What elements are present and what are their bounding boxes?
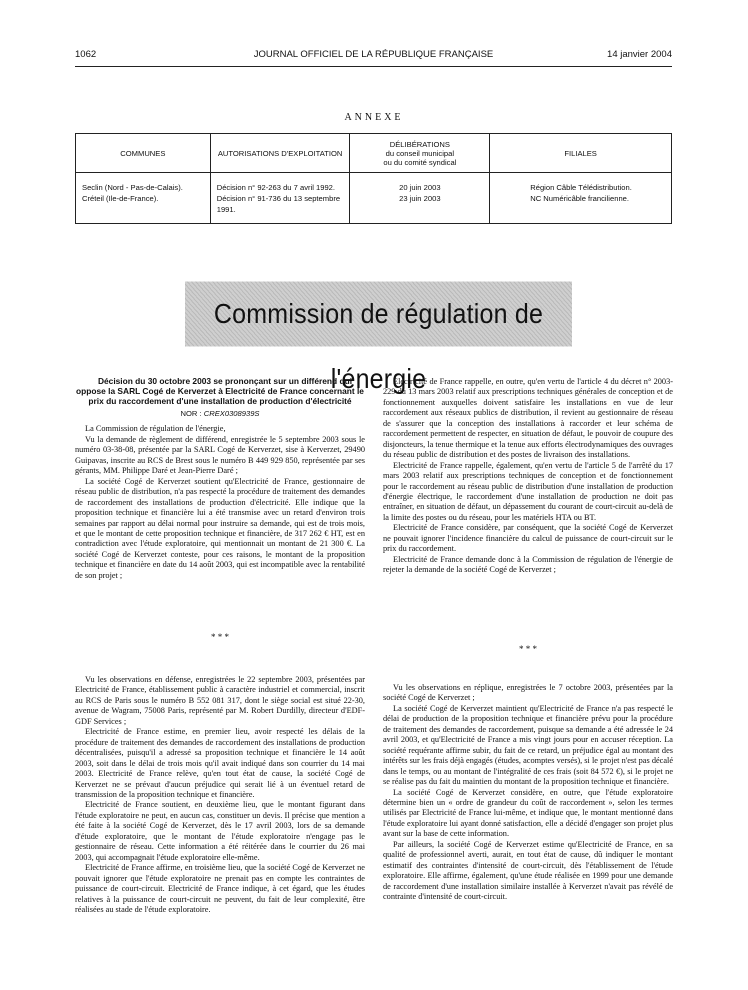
page-number: 1062 xyxy=(75,49,97,60)
cell-autorisations: Décision n° 92-263 du 7 avril 1992. Décision n° 91-736 du 13 septembre 1991. xyxy=(210,173,350,224)
paragraph: Electricité de France demande donc à la Commission de régulation de l'énergie de rejeter la demande de la société Cogé de Kerverzet ; xyxy=(383,554,673,575)
nor-reference: NOR : CREX0308939S xyxy=(180,409,260,418)
left-column-bottom xyxy=(75,675,365,915)
paragraph: Vu la demande de règlement de différend, enregistrée le 5 septembre 2003 sous le numéro 03-38-08, présentée par la SARL Cogé de Kerverzet, sise à Kerverzet, 29490 Guipavas, inscrite au RCS de Brest sous le numéro B 449 929 850, représentée par ses gérants, MM. Philippe Daré et Jean-Pierre Daré ; xyxy=(75,434,365,476)
annexe-row xyxy=(76,173,672,224)
right-column-bottom xyxy=(383,683,673,903)
issue-date: 14 janvier 2004 xyxy=(607,49,672,60)
paragraph: Vu les observations en réplique, enregistrées le 7 octobre 2003, présentées par la société Cogé de Kerverzet ; xyxy=(383,683,673,703)
paragraph: Vu les observations en défense, enregistrées le 22 septembre 2003, présentées par Electricité de France, établissement public à caractère industriel et commercial, inscrit au RCS de Paris sous le numéro B 552 081 317, dont le siège social est situé 22-30, avenue de Wagram, 75008 Paris, représenté par M. Robert Durdilly, directeur d'EDF-GDF Services ; xyxy=(75,675,365,726)
paragraph: La société Cogé de Kerverzet maintient qu'Electricité de France n'a pas respecté le délai de production de la proposition technique et financière prévu pour la procédure de traitement des demandes de raccordement, puisque sa demande a été adressée le 24 avril 2003, et qu'Electricité de France a mis vingt jours pour en accuser réception. La société requérante affirme subir, du fait de ce retard, un préjudice égal au montant des intérêts sur les frais déjà engagés (études, acomptes versés), si le projet n'est pas décalé dans le temps, ou au montant de l'intégralité de ces frais (soit 84 572 €), si le projet ne se réalise pas du fait du maintien du montant de la proposition technique et financière. xyxy=(383,703,673,787)
journal-title: JOURNAL OFFICIEL DE LA RÉPUBLIQUE FRANÇAISE xyxy=(253,49,494,60)
running-header xyxy=(75,49,672,63)
paragraph: La Commission de régulation de l'énergie, xyxy=(85,424,226,434)
left-column-top xyxy=(75,376,365,581)
decision-title: Décision du 30 octobre 2003 se prononçant sur un différend qui oppose la SARL Cogé de Kerverzet à Electricité de France concernant le prix du raccordement d'une installation de production d'électricité xyxy=(76,376,364,406)
col-communes: COMMUNES xyxy=(76,134,211,173)
paragraph: La société Cogé de Kerverzet soutient qu'Electricité de France, gestionnaire de réseau public de distribution, n'a pas respecté la procédure de traitement des demandes de raccordement des installations de production d'électricité. Elle indique que la proposition technique et financière lui a été transmise avec un retard d'environ trois semaines par rapport au délai normal pour instruire sa demande, qui est de trois mois, et que le montant de cette proposition technique et financière, de 317 262 € HT, est en contradiction avec l'étude exploratoire, qui mentionnait un montant de 21 300 €. La société Cogé de Kerverzet conteste, pour ces raisons, le montant de la proposition technique et financière en date du 14 août 2003, qui est incompatible avec la rentabilité de son projet ; xyxy=(75,476,365,580)
paragraph: Electricité de France estime, en premier lieu, avoir respecté les délais de la procédure de traitement des demandes de raccordement des installations de production décentralisées, puisqu'il a adressé sa proposition technique et financière le 14 août 2003, soit dans le délai de trois mois qu'il avait indiqué dans son courrier du 14 mai 2003. Electricité de France relève, qu'en tout état de cause, la société Cogé de Kerverzet ne se prévaut d'aucun préjudice qui serait lié à un éventuel retard de transmission de la proposition technique et financière. xyxy=(75,727,365,799)
annexe-title: ANNEXE xyxy=(344,112,404,123)
separator-stars: * * * xyxy=(211,632,229,642)
col-filiales: FILIALES xyxy=(490,134,672,173)
header-rule xyxy=(75,66,672,67)
cell-communes: Seclin (Nord - Pas-de-Calais). Créteil (Ile-de-France). xyxy=(76,173,211,224)
cell-filiales: Région Câble Télédistribution. NC Numéricâble francilienne. xyxy=(490,173,672,224)
right-column-top xyxy=(383,377,673,576)
paragraph: Electricité de France soutient, en deuxième lieu, que le montant figurant dans l'étude exploratoire ne peut, en aucun cas, constituer un devis. Il précise que mention a été faite à la société Cogé de Kerverzet, dès le 17 avril 2003, lors de sa demande d'étude exploratoire, que le montant de l'étude exploratoire n'engage pas le gestionnaire de réseau. Cette information a été réitérée dans le courrier du 26 mai 2003, qui accompagnait l'étude exploratoire elle-même. xyxy=(75,800,365,862)
paragraph: Electricité de France rappelle, également, qu'en vertu de l'article 5 de l'arrêté du 17 mars 2003 relatif aux prescriptions techniques de conception et de fonctionnement pour le raccordement au réseau public de distribution d'une installation de production d'énergie électrique, le raccordement d'une installation de production ne doit pas entraîner, en situation de défaut, un dépassement du courant de court-circuit au-delà de la limite des postes ou du réseau, pour les matériels HTA ou BT. xyxy=(383,460,673,522)
paragraph: Electricité de France considère, par conséquent, que la société Cogé de Kerverzet ne pouvait ignorer l'incidence financière du calcul de puissance de court-circuit sur le prix du raccordement. xyxy=(383,523,673,554)
col-deliberations: DÉLIBÉRATIONS du conseil municipal ou du comité syndical xyxy=(350,134,490,173)
paragraph: Electricité de France rappelle, en outre, qu'en vertu de l'article 4 du décret n° 2003-229 du 13 mars 2003 relatif aux prescriptions techniques générales de conception et de fonctionnement auxquelles doivent satisfaire les installations en vue de leur raccordement aux réseaux publics de distribution, il revient au gestionnaire de réseau de s'assurer que la conception des installations à raccorder et leur schéma de raccordement permettent de respecter, en situation de défaut, le pouvoir de coupure des disjoncteurs, la tenue thermique et la tenue aux efforts électrodynamiques des ouvrages du réseau public de distribution et des postes de livraison des installations. xyxy=(383,377,673,460)
paragraph: La société Cogé de Kerverzet considère, en outre, que l'étude exploratoire détermine bien un « ordre de grandeur du coût de raccordement », selon les termes utilisés par Electricité de France lui-même, et indique que, le montant mentionné dans l'étude exploratoire lui ayant donné satisfaction, elle a décidé d'engager son projet plus avant sur la base de cette information. xyxy=(383,787,673,839)
col-autorisations: AUTORISATIONS D'EXPLOITATION xyxy=(210,134,350,173)
annexe-header-row xyxy=(76,134,672,173)
annexe-table xyxy=(75,133,672,224)
cell-deliberations: 20 juin 2003 23 juin 2003 xyxy=(350,173,490,224)
separator-stars: * * * xyxy=(519,644,537,654)
paragraph: Par ailleurs, la société Cogé de Kerverzet estime qu'Electricité de France, en sa qualité de professionnel averti, aurait, en tout état de cause, dû indiquer le montant estimatif des contraintes d'intensité de court-circuit, dès l'établissement de l'étude exploratoire. Elle affirme, également, qu'une étude réalisée en 1999 pour une demande de raccordement d'une installation similaire installée à Kerverzet n'avait pas révélé de contrainte d'intensité de court-circuit. xyxy=(383,839,673,902)
paragraph: Electricité de France affirme, en troisième lieu, que la société Cogé de Kerverzet ne pouvait ignorer que l'étude exploratoire ne prenait pas en compte les contraintes de puissance de court-circuit. Electricité de France indique, à cet égard, que les études relatives à la puissance de court-circuit ne peuvent, du fait de leur complexité, être réalisées au stade de l'étude exploratoire. xyxy=(75,863,365,914)
section-banner: Commission de régulation de l'énergie xyxy=(185,282,572,347)
